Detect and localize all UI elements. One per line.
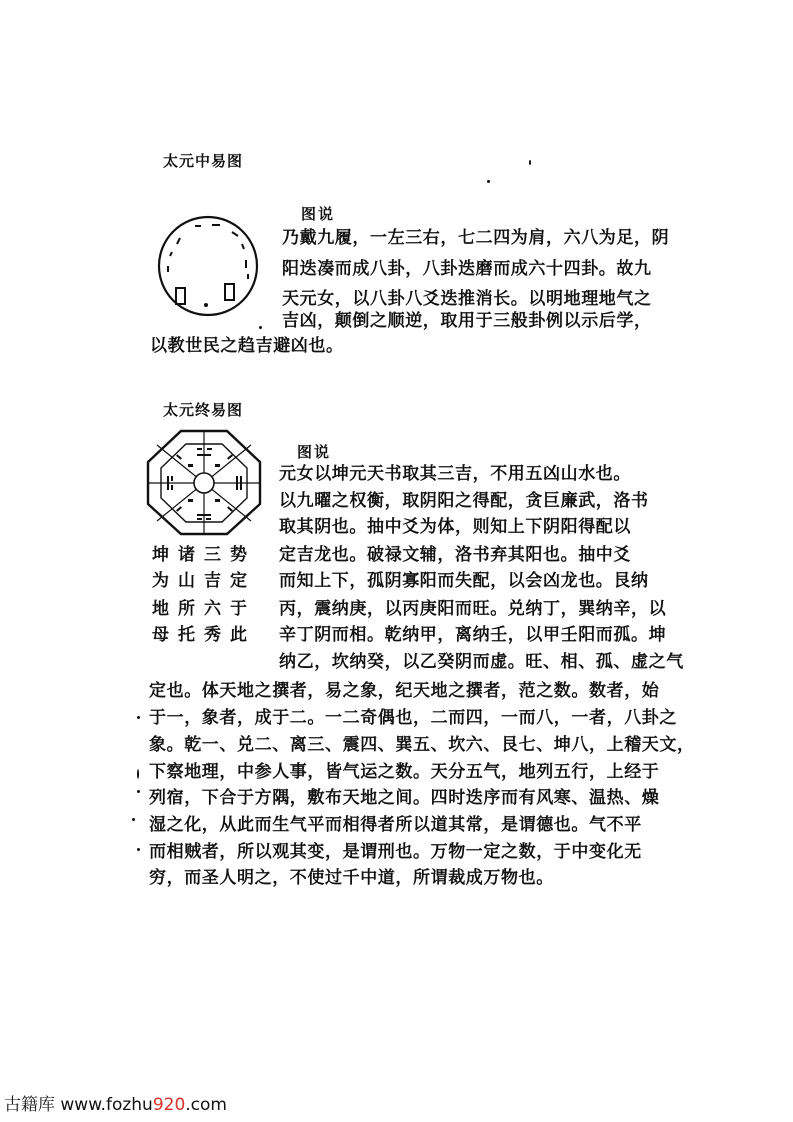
section2-full-line-6: 湿之化，从此而生气平而相得者所以道其常，是谓德也。气不平 — [149, 815, 642, 835]
diagram-dot — [204, 303, 208, 307]
scan-speck — [137, 790, 140, 793]
section1-line-1: 乃戴九履，一左三右，七二四为肩，六八为足，阴 — [282, 228, 670, 248]
diagram-mark — [170, 252, 172, 256]
section2-caption: 图说 — [297, 443, 332, 461]
taiyuan-zhong-end-diagram — [143, 428, 265, 538]
diagram-mark — [242, 244, 244, 249]
section2-full-line-5: 列宿，下合于方隅，敷布天地之间。四时迭序而有风寒、温热、燥 — [149, 788, 660, 808]
section2-full-line-4: 下察地理，中参人事，皆气运之数。天分五气，地列五行，上经于 — [149, 762, 660, 782]
section2-right-line-6: 丙，震纳庚，以丙庚阳而旺。兑纳丁，巽纳辛，以 — [279, 599, 667, 619]
side-verse-line-2: 为山吉定 — [152, 571, 256, 591]
section2-right-line-3: 取其阴也。抽中爻为体，则知上下阴阳得配以 — [279, 517, 631, 537]
section2-full-line-2: 于一，象者，成于二。一二奇偶也，二而四，一而八，一者，八卦之 — [149, 708, 677, 728]
section2-right-line-4: 定吉龙也。破禄文辅，洛书弃其阳也。抽中爻 — [279, 545, 631, 565]
section1-caption: 图说 — [301, 205, 336, 223]
section1-line-4: 吉凶，颠倒之顺逆，取用于三般卦例以示后学， — [282, 311, 652, 331]
octagon-mark — [236, 476, 238, 490]
section1-line-3: 天元女，以八卦八爻迭推消长。以明地理地气之 — [282, 289, 652, 309]
diagram-outer-circle — [159, 217, 257, 315]
scan-speck — [487, 180, 490, 183]
scan-speck — [137, 848, 140, 851]
octagon-mark — [215, 464, 220, 467]
footer-brand: 古籍库 — [4, 1095, 55, 1115]
octagon-mark — [176, 454, 182, 459]
scan-speck — [137, 716, 140, 719]
section2-right-line-8: 纳乙，坎纳癸，以乙癸阴而虚。旺、相、孤、虚之气 — [279, 652, 684, 672]
footer-url-suffix: .com — [185, 1095, 227, 1115]
section1-title: 太元中易图 — [163, 152, 244, 170]
scan-speck — [529, 160, 531, 165]
side-verse-line-4: 母托秀此 — [152, 625, 256, 645]
octagon-mark — [197, 454, 211, 456]
section2-right-line-5: 而知上下，孤阴寡阳而失配，以会凶龙也。艮纳 — [279, 571, 649, 591]
section1-line-2: 阳迭凑而成八卦，八卦迭磨而成六十四卦。故九 — [282, 259, 652, 279]
taiyuan-zhong-diagram — [150, 208, 268, 326]
side-verse-line-1: 坤诸三势 — [152, 545, 256, 565]
octagon-mark — [207, 448, 212, 450]
section2-full-line-7: 而相贼者，所以观其变，是谓刑也。万物一定之数，于中变化无 — [149, 842, 642, 862]
octagon-mark — [240, 476, 242, 490]
octagon-mark — [171, 476, 173, 481]
octagon-mark — [188, 499, 193, 502]
octagon-mark — [227, 454, 233, 459]
section2-full-line-8: 穷，而圣人明之，不使过千中道，所谓裁成万物也。 — [149, 868, 554, 888]
octagon-center — [194, 473, 214, 493]
octagon-mark — [206, 518, 211, 520]
scan-speck — [137, 769, 139, 779]
section2-full-line-1: 定也。体天地之撰者，易之象，纪天地之撰者，范之数。数者，始 — [149, 681, 660, 701]
footer-url-prefix: www.fozhu — [60, 1095, 153, 1115]
footer-watermark — [4, 1090, 227, 1115]
diagram-mark — [177, 238, 180, 244]
section1-line-5: 以教世民之趋吉避凶也。 — [150, 336, 344, 356]
octagon-mark — [197, 518, 202, 520]
footer-url-number: 920 — [152, 1095, 186, 1115]
section2-full-line-3: 象。乾一、兑二、离三、震四、巽五、坎六、艮七、坤八，上稽天文， — [149, 735, 695, 755]
side-verse-line-3: 地所六于 — [152, 599, 256, 619]
scan-speck — [132, 818, 135, 821]
section2-right-line-1: 元女以坤元天书取其三吉，不用五凶山水也。 — [279, 464, 631, 484]
octagon-mark — [171, 485, 173, 490]
octagon-mark — [167, 476, 169, 490]
octagon-mark — [188, 464, 193, 467]
octagon-mark — [197, 448, 202, 450]
section2-right-line-2: 以九曜之权衡，取阴阳之得配，贪巨廉武，洛书 — [279, 491, 649, 511]
scan-speck — [259, 326, 262, 329]
octagon-mark — [197, 514, 211, 516]
diagram-bar-right — [225, 284, 234, 300]
octagon-mark — [176, 506, 182, 511]
octagon-mark — [215, 499, 220, 502]
octagon-mark — [227, 506, 233, 511]
diagram-bar-left — [176, 288, 185, 304]
section2-title: 太元终易图 — [163, 401, 244, 419]
diagram-mark — [232, 232, 238, 236]
section2-right-line-7: 辛丁阴而相。乾纳甲，离纳壬，以甲壬阳而孤。坤 — [279, 625, 667, 645]
